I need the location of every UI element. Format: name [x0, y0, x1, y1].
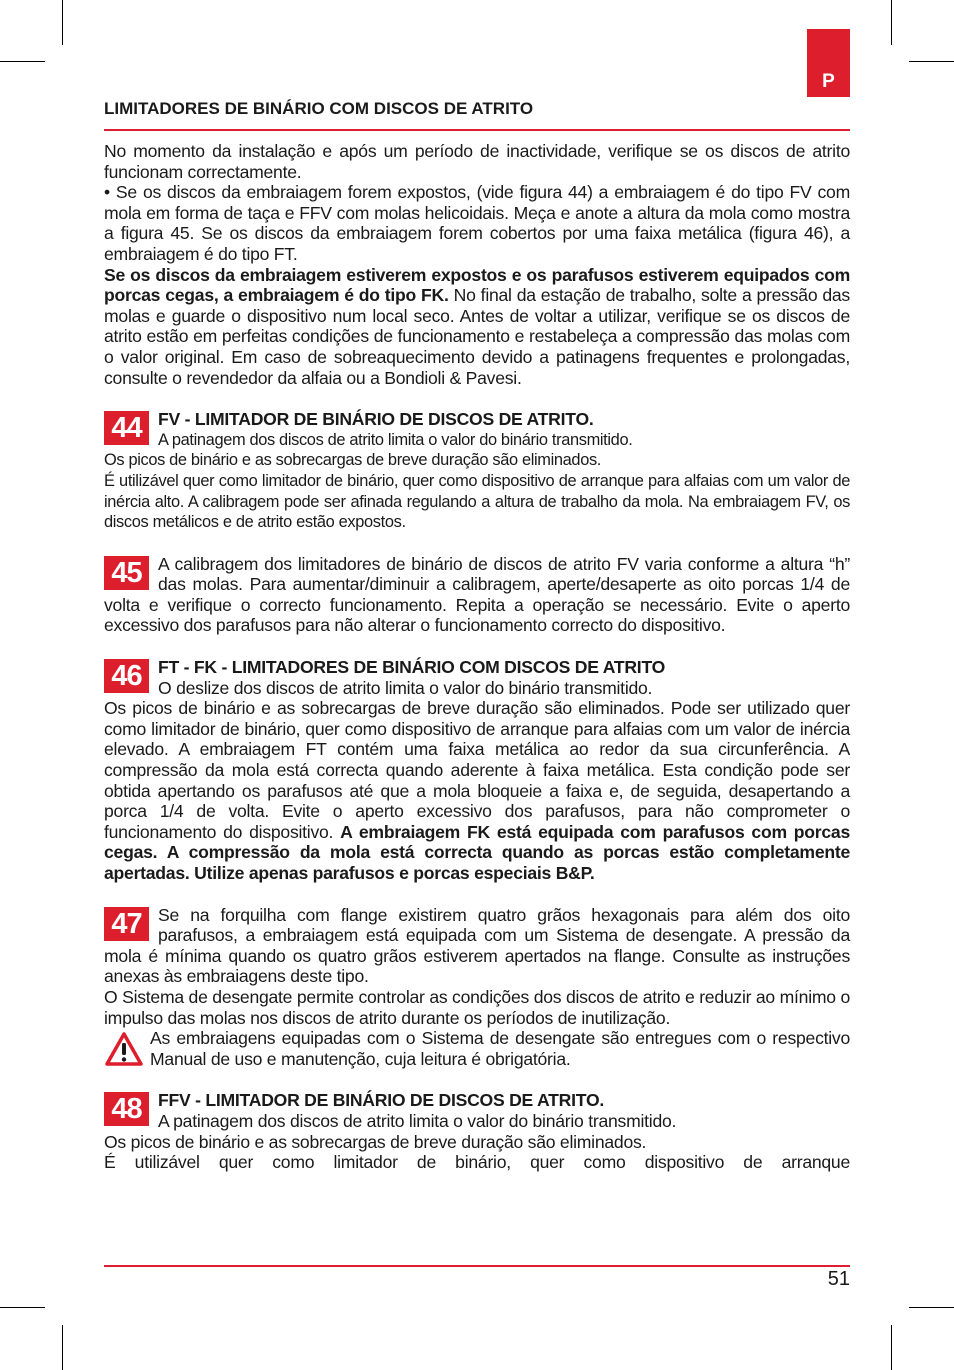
- crop-mark: [62, 1325, 63, 1370]
- warning-note: [104, 1028, 850, 1069]
- section-46-title: FT - FK - LIMITADORES DE BINÁRIO COM DISCOS DE ATRITO: [158, 657, 666, 678]
- figure-number-47: 47: [104, 907, 149, 941]
- section-45: [104, 554, 850, 636]
- intro-paragraph-1: No momento da instalação e após um período de inactividade, verifique se os discos de atrito funcionam correctamente.: [104, 141, 850, 182]
- warning-icon: [104, 1031, 144, 1067]
- crop-mark: [909, 61, 954, 62]
- section-48: [104, 1090, 850, 1172]
- section-46-line-1: O deslize dos discos de atrito limita o valor do binário transmitido.: [158, 677, 653, 698]
- section-48-line-1: A patinagem dos discos de atrito limita o valor do binário transmitido.: [158, 1110, 677, 1131]
- crop-mark: [891, 1325, 892, 1370]
- page-heading: LIMITADORES DE BINÁRIO COM DISCOS DE ATRITO: [104, 99, 534, 118]
- page-number: 51: [827, 1268, 850, 1290]
- section-44-line-2: Os picos de binário e as sobrecargas de breve duração são eliminados.: [104, 451, 602, 470]
- section-48-line-3: É utilizável quer como limitador de binário, quer como dispositivo de arranque: [104, 1152, 850, 1173]
- crop-mark: [891, 0, 892, 45]
- crop-mark: [909, 1307, 954, 1308]
- crop-mark: [0, 61, 45, 62]
- figure-number-44: 44: [104, 411, 149, 445]
- section-46: [104, 657, 850, 884]
- section-44: [104, 409, 850, 533]
- section-48-line-2: Os picos de binário e as sobrecargas de breve duração são eliminados.: [104, 1131, 647, 1152]
- section-44-line-3: É utilizável quer como limitador de binário, quer como dispositivo de arranque para alfaias com um valor de inércia alto. A calibragem pode ser afinada regulando a altura de trabalho da mola. Na embraiagem FV, os discos metálicos e de atrito estão expostos.: [104, 471, 850, 532]
- intro-paragraph-3: [104, 265, 850, 389]
- intro-paragraph-2: • Se os discos da embraiagem forem expostos, (vide figura 44) a embraiagem é do tipo FV com mola em forma de taça e FFV com molas helicoidais. Meça e anote a altura da mola como mostra a figura 45. Se os discos da embraiagem forem cobertos por uma faixa metálica (figura 46), a embraiagem é do tipo FT.: [104, 182, 850, 264]
- section-46-body: Os picos de binário e as sobrecargas de breve duração são eliminados. Pode ser utilizado quer como limitador de binário, quer como dispositivo de arranque para alfaias com um valor de inércia elevado. A embraiagem FT contém uma faixa metálica ao redor da sua circunferência. A compressão da mola está correcta quando aderente à faixa metálica. Esta condição pode ser obtida apertando os parafusos até que a mola bloqueie a faixa e, de seguida, desapertando a porca 1/4 de volta. Evite o aperto excessivo dos parafusos, para não comprometer o funcionamento do dispositivo.: [104, 698, 850, 842]
- section-48-title: FFV - LIMITADOR DE BINÁRIO DE DISCOS DE ATRITO.: [158, 1090, 605, 1111]
- crop-mark: [0, 1307, 45, 1308]
- section-47: [104, 905, 850, 1070]
- section-44-title: FV - LIMITADOR DE BINÁRIO DE DISCOS DE ATRITO.: [158, 409, 594, 430]
- main-content: [104, 141, 850, 1173]
- section-46-bold: A embraiagem FK está equipada com parafusos com porcas cegas. A compressão da mola está correcta quando as porcas estão completamente apertadas. Utilize apenas parafusos e porcas especiais B&P.: [104, 821, 851, 883]
- figure-number-46: 46: [104, 659, 149, 693]
- section-46-text: [104, 698, 850, 883]
- section-47-paragraph-1: Se na forquilha com flange existirem quatro grãos hexagonais para além dos oito parafusos, a embraiagem está equipada com um Sistema de desengate. A pressão da mola é mínima quando os quatro grãos estiverem apertados na flange. Consulte as instruções anexas às embraiagens deste tipo.: [104, 904, 850, 987]
- intro-bold: Se os discos da embraiagem estiverem expostos e os parafusos estiverem equipados com porcas cegas, a embraiagem é do tipo FK.: [104, 264, 850, 306]
- section-44-line-1: A patinagem dos discos de atrito limita o valor do binário transmitido.: [158, 430, 633, 449]
- crop-mark: [62, 0, 63, 45]
- heading-rule: [104, 129, 850, 131]
- footer-rule: [104, 1265, 850, 1267]
- figure-number-48: 48: [104, 1092, 149, 1126]
- figure-number-45: 45: [104, 556, 149, 590]
- section-45-text: A calibragem dos limitadores de binário de discos de atrito FV varia conforme a altura “h” das molas. Para aumentar/diminuir a calibragem, aperte/desaperte as oito porcas 1/4 de volta e verifique o correcto funcionamento. Repita a operação se necessário. Evite o aperto excessivo dos parafusos para não alterar o funcionamento correcto do dispositivo.: [104, 553, 850, 636]
- intro-rest: No final da estação de trabalho, solte a pressão das molas e guarde o dispositivo num local seco. Antes de voltar a utilizar, verifique se os discos de atrito estão em perfeitas condições de funcionamento e restabeleça a compressão das molas com o valor original. Em caso de sobreaquecimento devido a patinagens frequentes e prolongadas, consulte o revendedor da alfaia ou a Bondioli & Pavesi.: [104, 285, 850, 388]
- language-tab: P: [807, 29, 850, 97]
- section-47-paragraph-2: O Sistema de desengate permite controlar as condições dos discos de atrito e reduzir ao mínimo o impulso das molas nos discos de atrito durante os períodos de inutilização.: [104, 986, 850, 1028]
- warning-text: As embraiagens equipadas com o Sistema de desengate são entregues com o respectivo Manual de uso e manutenção, cuja leitura é obrigatória.: [150, 1028, 850, 1069]
